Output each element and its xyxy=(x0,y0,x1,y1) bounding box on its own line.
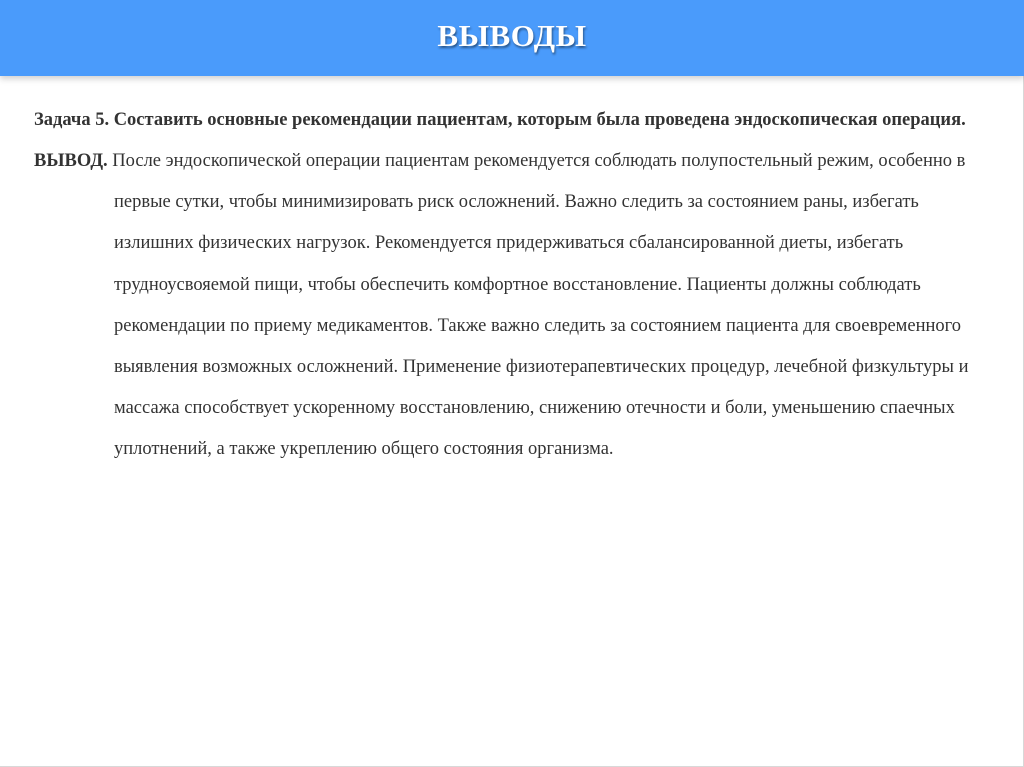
conclusion-text: После эндоскопической операции пациентам рекомендуется соблюдать полупостельный режим, особенно в первые сутки, чтобы минимизировать риск осложнений. Важно следить за состоянием раны, избегать излишних физических нагрузок. Рекомендуется придерживаться сбалансированной диеты, избегать трудноусвояемой пищи, чтобы обеспечить комфортное восстановление. Пациенты должны соблюдать рекомендации по приему медикаментов. Также важно следить за состоянием пациента для своевременного выявления возможных осложнений. Применение физиотерапевтических процедур, лечебной физкультуры и массажа способствует ускоренному восстановлению, снижению отечности и боли, уменьшению спаечных уплотнений, а также укреплению общего состояния организма. xyxy=(107,151,969,460)
slide-content xyxy=(34,100,984,471)
header-bar xyxy=(0,0,1024,76)
task-statement: Задача 5. Составить основные рекомендации пациентам, которым была проведена эндоскопическая операция. xyxy=(34,110,966,130)
slide-title: ВЫВОДЫ xyxy=(437,18,587,53)
conclusion-label: ВЫВОД. xyxy=(34,151,108,171)
conclusion-paragraph xyxy=(34,141,984,471)
